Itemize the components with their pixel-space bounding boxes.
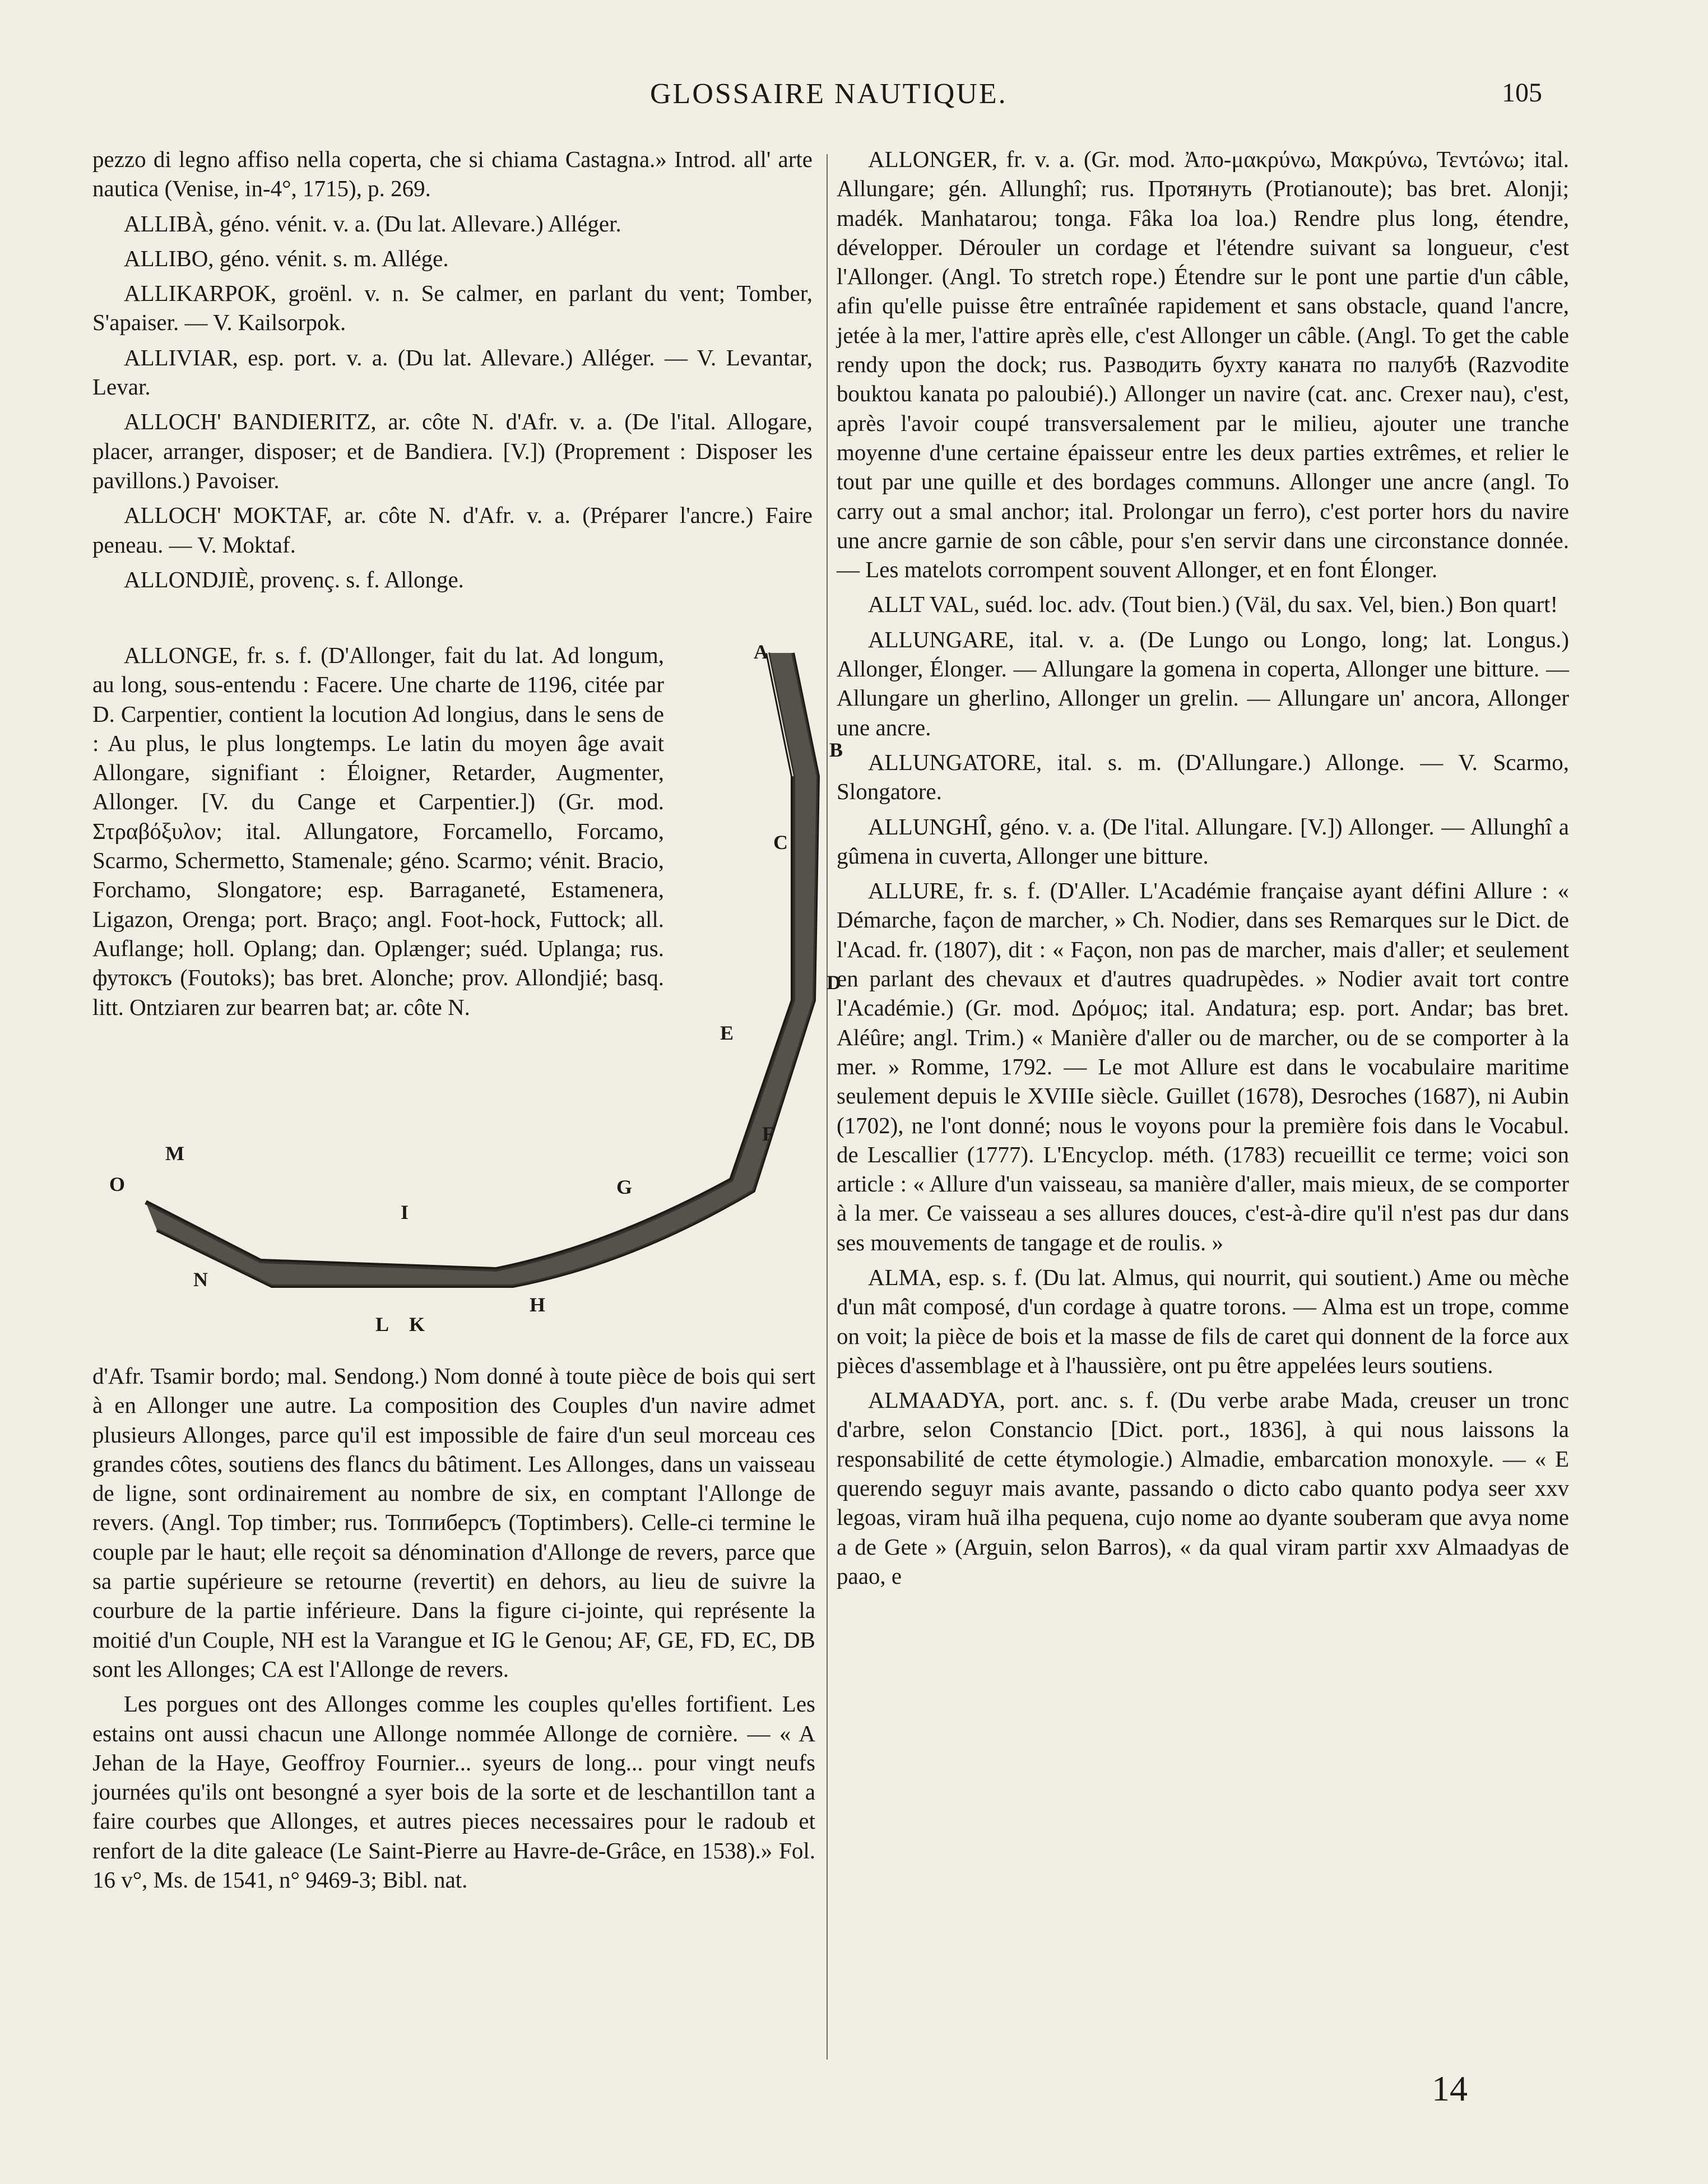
page-number: 105 (1502, 78, 1542, 108)
entry-alliviar: ALLIVIAR, esp. port. v. a. (Du lat. Allevare.) Alléger. — V. Levantar, Levar. (92, 344, 813, 400)
running-title: GLOSSAIRE NAUTIQUE. (650, 78, 1008, 110)
figure-label-e: E (720, 1022, 734, 1044)
entry-alloch-bandieritz: ALLOCH' BANDIERITZ, ar. côte N. d'Afr. v. a. (De l'ital. Allogare, placer, arranger, disposer; et de Bandiera. [V.]) (Proprement : Disposer les pavillons.) Pavoiser. (92, 409, 813, 493)
entry-alloch-moktaf: ALLOCH' MOKTAF, ar. côte N. d'Afr. v. a. (Préparer l'ancre.) Faire peneau. — V. Moktaf. (92, 502, 813, 558)
figure-label-g: G (616, 1176, 633, 1198)
figure-label-a: A (754, 641, 768, 663)
left-column-bottom (92, 1361, 815, 1894)
entry-allonge: ALLONGE, fr. s. f. (D'Allonger, fait du lat. Ad longum, au long, sous-entendu : Facere. Une charte de 1196, citée par D. Carpentier, contient la locution Ad longius, dans le sens de : Au plus, le plus longtemps. Le latin du moyen âge avait Allongare, signifiant : Éloigner, Retarder, Augmenter, Allonger. [V. du Cange et Carpentier.]) (Gr. mod. Στραβόξυλον; ital. Allungatore, Forcamello, Forcamo, Scarmo, Schermetto, Stamenale; géno. Scarmo; vénit. Bracio, Forchamo, Slongatore; esp. Barraganeté, Estamenera, Ligazon, Orenga; port. Braço; angl. Foot-hock, Futtock; all. Auflange; holl. Oplang; dan. Oplænger; suéd. Uplanga; rus. футоксъ (Foutoks); bas bret. Alonche; prov. Allondjié; basq. litt. Ontziaren zur bearren bat; ar. côte N. (92, 642, 664, 1020)
entry-allt-val: ALLT VAL, suéd. loc. adv. (Tout bien.) (Väl, du sax. Vel, bien.) Bon quart! (868, 591, 1558, 618)
figure-label-d: D (827, 971, 841, 994)
entry-allibo: ALLIBO, géno. vénit. s. m. Allége. (124, 245, 449, 271)
figure-label-o: O (109, 1173, 126, 1195)
entry-allikarpok: ALLIKARPOK, groënl. v. n. Se calmer, en parlant du vent; Tomber, S'apaiser. — V. Kailsorpok. (92, 280, 813, 336)
entry-allunghi: ALLUNGHÎ, géno. v. a. (De l'ital. Allungare. [V.]) Allonger. — Allunghî a gûmena in cuverta, Allonger une bitture. (837, 813, 1569, 869)
entry-allonge-porgues: Les porgues ont des Allonges comme les couples qu'elles fortifient. Les estains ont aussi chacun une Allonge nommée Allonge de cornière. — « A Jehan de la Haye, Geoffroy Fournier... syeurs de long... pour vingt neufs journées qu'ils ont besongné a syer bois de la sorte et de leschantillon tant a faire courbes que Allonges, et autres pieces necessaires pour le radoub et renfort de la dite galeace (Le Saint-Pierre au Havre-de-Grâce, en 1538).» Fol. 16 v°, Ms. de 1541, n° 9469-3; Bibl. nat. (92, 1691, 815, 1893)
entry-allondjie: ALLONDJIÈ, provenç. s. f. Allonge. (124, 566, 464, 592)
entry-allungatore: ALLUNGATORE, ital. s. m. (D'Allungare.) Allonge. — V. Scarmo, Slongatore. (837, 749, 1569, 805)
figure-label-f: F (762, 1123, 774, 1145)
right-column (837, 145, 1569, 1591)
frame-body (146, 653, 818, 1286)
entry-alma: ALMA, esp. s. f. (Du lat. Almus, qui nourrit, qui soutient.) Ame ou mèche d'un mât composé, d'un cordage à quatre torons. — Alma est un trope, comme on voit; la pièce de bois et la masse de fils de caret qui donnent de la force aux pièces d'assemblage et à l'haussière, ont pu être appelées leurs soutiens. (837, 1264, 1569, 1378)
left-column-top (92, 145, 813, 594)
figure-label-l: L (375, 1313, 389, 1336)
figure-label-b: B (829, 739, 843, 761)
entry-continuation: pezzo di legno affiso nella coperta, che si chiama Castagna.» Introd. all' arte nautica (Venise, in-4°, 1715), p. 269. (92, 146, 813, 202)
entry-allure: ALLURE, fr. s. f. (D'Aller. L'Académie française ayant défini Allure : « Démarche, façon de marcher, » Ch. Nodier, dans ses Remarques sur le Dict. de l'Acad. fr. (1807), dit : « Façon, non pas de marcher, mais d'aller; et seulement en parlant des chevaux et d'autres quadrupèdes. » Nodier avait tort contre l'Académie.) (Gr. mod. Δρόμος; ital. Andatura; esp. port. Andar; bas bret. Aléûre; angl. Trim.) « Manière d'aller ou de marcher, ou de se comporter à la mer. » Romme, 1792. — Le mot Allure est dans le vocabulaire maritime seulement depuis le XVIIIe siècle. Guillet (1678), Desroches (1687), ni Aubin (1702), ne l'ont donné; nous le voyons pour la première fois dans le Vocabul. de Lescallier (1777). L'Encyclop. méth. (1783) recueillit ce terme; voici son article : « Allure d'un vaisseau, sa manière d'aller, mais mieux, de se comporter à la mer. Ce vaisseau a ses allures douces, c'est-à-dire qu'il n'est pas dur dans ses mouvements de tangage et de roulis. » (837, 878, 1569, 1255)
entry-allungare: ALLUNGARE, ital. v. a. (De Lungo ou Longo, long; lat. Longus.) Allonger, Élonger. — Allungare la gomena in coperta, Allonger une bitture. — Allungare un gherlino, Allonger un grelin. — Allungare un' ancora, Allonger une ancre. (837, 626, 1569, 740)
signature-mark: 14 (1432, 2069, 1468, 2108)
entry-allibà: ALLIBÀ, géno. vénit. v. a. (Du lat. Allevare.) Alléger. (124, 210, 621, 237)
figure-label-i: I (401, 1201, 409, 1223)
page-header (0, 77, 1708, 117)
figure-label-h: H (530, 1293, 546, 1316)
entry-allonge-continued: d'Afr. Tsamir bordo; mal. Sendong.) Nom donné à toute pièce de bois qui sert à en Allonger une autre. La composition des Couples d'un navire admet plusieurs Allonges, parce qu'il est impossible de faire d'un seul morceau ces grandes côtes, soutiens des flancs du bâtiment. Les Allonges, dans un vaisseau de ligne, sont ordinairement au nombre de six, en comptant l'Allonge de revers. (Angl. Top timber; rus. Топпиберсъ (Toptimbers). Celle-ci termine le couple par le haut; elle reçoit sa dénomination d'Allonge de revers, parce que sa partie supérieure se retourne (revertit) en dehors, au lieu de suivre la courbure de la partie inférieure. Dans la figure ci-jointe, qui représente la moitié d'un Couple, NH est la Varangue et IG le Genou; AF, GE, FD, EC, DB sont les Allonges; CA est l'Allonge de revers. (92, 1363, 815, 1682)
entry-allonger: ALLONGER, fr. v. a. (Gr. mod. Ἀπο-μακρύνω, Μακρύνω, Τεντώνω; ital. Allungare; gén. Allunghî; rus. Протянуть (Protianoute); bas bret. Alonji; madék. Manhatarou; tonga. Fâka loa loa.) Rendre plus long, étendre, développer. Dérouler un cordage et l'étendre suivant sa longueur, c'est l'Allonger. (Angl. To stretch rope.) Étendre sur le pont une partie d'un câble, afin qu'elle puisse être entraînée rapidement et sans obstacle, quand l'ancre, jetée à la mer, l'attire après elle, c'est Allonger un câble. (Angl. To get the cable rendy upon the dock; rus. Разводить бухту каната по палубѣ (Razvodite bouktou kanata po paloubié).) Allonger un navire (cat. anc. Crexer nau), c'est, après l'avoir coupé transversalement par le milieu, ajouter une tranche moyenne d'une certaine épaisseur entre les deux parties extrêmes, et relier le tout par une quille et des bordages communs. Allonger une ancre (angl. To carry out a smal anchor; ital. Prolongar un ferro), c'est porter hors du navire une ancre garnie de son câble, pour s'en servir dans une circonstance donnée. — Les matelots corrompent souvent Allonger, et en font Élonger. (837, 146, 1569, 583)
frame-outer-edge (146, 653, 793, 1269)
figure-label-n: N (193, 1268, 208, 1291)
ship-frame-diagram (104, 641, 843, 1348)
figure-label-m: M (165, 1142, 184, 1165)
figure-label-k: K (409, 1313, 425, 1336)
entry-almaadya: ALMAADYA, port. anc. s. f. (Du verbe arabe Mada, creuser un tronc d'arbre, selon Constancio [Dict. port., 1836], à qui nous laissons la responsabilité de cette étymologie.) Almadie, embarcation monoxyle. — « E querendo seguyr mais avante, passando o dicto cabo quanto podya seer xxv legoas, viram huã ilha pequena, cujo nome ao dyante souberam que avya nome a de Gete » (Arguin, selon Barros), « da qual viram partir xxv Almaadyas de paao, e (837, 1387, 1569, 1589)
figure-label-c: C (773, 831, 788, 854)
